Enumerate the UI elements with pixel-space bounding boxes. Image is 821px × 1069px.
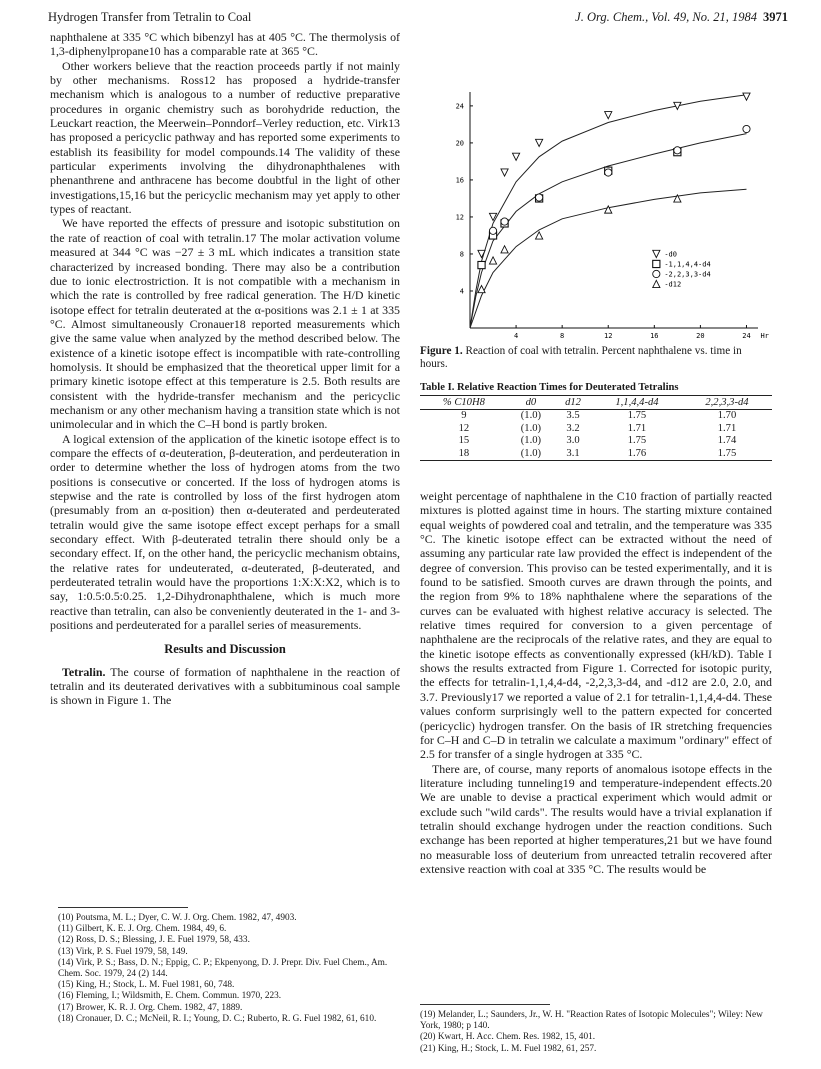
footnote-rule bbox=[420, 1004, 550, 1005]
y-tick-label: 8 bbox=[459, 250, 464, 259]
table-row bbox=[420, 435, 772, 448]
page-header bbox=[48, 10, 788, 26]
reference: (14) Virk, P. S.; Bass, D. N.; Eppig, C. P.; Ekpenyong, D. J. Prepr. Div. Fuel Chem., Am. Chem. Soc. 1979, 24 (2) 144. bbox=[58, 957, 388, 980]
legend-label: -d0 bbox=[664, 250, 677, 259]
table-body bbox=[420, 410, 772, 461]
data-point bbox=[536, 194, 543, 201]
table-cell: (1.0) bbox=[508, 448, 554, 461]
legend-marker bbox=[653, 280, 660, 287]
table-header-row bbox=[420, 396, 772, 410]
data-point bbox=[536, 232, 543, 239]
x-tick-label: 20 bbox=[696, 332, 705, 340]
data-point bbox=[674, 147, 681, 154]
runin-text: The course of formation of naphthalene in the reaction of tetralin and its deuterated derivatives with a subbituminous coal sample is shown in Figure 1. The bbox=[50, 664, 400, 708]
data-point bbox=[489, 227, 496, 234]
table-cell: 3.0 bbox=[566, 435, 580, 446]
paragraph: We have reported the effects of pressure and isotopic substitution on the rate of reaction of coal with tetralin.17 The molar activation volume measured at 344 °C was −27 ± 3 mL which indicates a transition state characterized by increased bonding. There may also be a contribution due to ionic electrostriction. It is not compatible with a mechanism in which the rate is controlled by free radical generation. The H/D kinetic isotope effect for tetralin deuterated at the α-positions was 2.1 ± 1 at 335 °C. Almost simultaneously Cronauer18 reported measurements which give the same value when analyzed by the method described below. The existence of a kinetic isotope effect is incompatible with rate-controlling homolysis. It should be emphasized that the theoretical upper limit for a primary kinetic isotope effect at this temperature is 2.5. Both results are consistent with the hydride-transfer mechanism and the pericyclic mechanism or any other mechanism having a transition state which is not unimolecular and in which the C–H bond is partly broken. bbox=[50, 216, 400, 432]
table-cell: 3.2 bbox=[566, 422, 580, 434]
reference: (19) Melander, L.; Saunders, Jr., W. H. "Reaction Rates of Isotopic Molecules"; Wiley: New York, 1980; p 140. bbox=[420, 1010, 763, 1032]
x-tick-label: 24 bbox=[742, 332, 751, 340]
table-cell: 3.1 bbox=[554, 448, 592, 461]
table-header-cell: 1,1,4,4-d4 bbox=[592, 396, 682, 410]
table-cell: 1.76 bbox=[592, 448, 682, 461]
reference: (11) Gilbert, K. E. J. Org. Chem. 1984, 49, 6. bbox=[58, 924, 227, 935]
running-title: Hydrogen Transfer from Tetralin to Coal bbox=[48, 10, 252, 24]
references-left bbox=[58, 907, 398, 1025]
table-1 bbox=[420, 382, 772, 461]
fitted-curve bbox=[470, 134, 747, 328]
data-point bbox=[478, 261, 485, 268]
table-cell: (1.0) bbox=[520, 435, 542, 446]
data-point bbox=[512, 153, 519, 160]
data-table bbox=[420, 395, 772, 461]
section-heading: Results and Discussion bbox=[164, 642, 286, 657]
table-cell: 9 bbox=[461, 410, 467, 421]
table-cell: 18 bbox=[420, 448, 508, 461]
paragraph: A logical extension of the application of the kinetic isotope effect is to compare the effects of α-deuteration, β-deuteration, and perdeuteration in order to determine whether the loss of hydrogen atoms from the two positions is consecutive or concerted. If the loss of hydrogen atoms is stepwise and the rate is controlled by loss of the first hydrogen atom (presumably from an α-position) then α-deuterated and perdeuterated tetralin would give the same isotope effect except perhaps for a small secondary effect. With β-deuterated tetralin there should only be a secondary effect. If, on the other hand, the pericyclic mechanism obtains, the relative rates for undeuterated, α-deuterated, β-deuterated, and perdeuterated tetralin would have the proportions 1:X:X:X2, which is to say, 1:0.5:0.5:0.25. 1,2-Dihydronaphthalene, which is much more reactive than tetralin, can also be conveniently deuterated in the 1- and 3-positions and perdeuterated for a parallel series of measurements. bbox=[50, 431, 400, 633]
table-cell: (1.0) bbox=[520, 410, 542, 421]
y-tick-label: 16 bbox=[455, 176, 464, 185]
x-tick-label: 8 bbox=[560, 332, 565, 340]
table-cell: 1.74 bbox=[717, 435, 737, 446]
reference: (13) Virk, P. S. Fuel 1979, 58, 149. bbox=[58, 946, 188, 957]
table-row bbox=[420, 448, 772, 461]
table-cell: 1.71 bbox=[627, 422, 647, 434]
chart-axes bbox=[456, 92, 769, 340]
paragraph: weight percentage of naphthalene in the C10 fraction of partially reacted mixtures is plotted against time in hours. The starting mixture contained equal weights of powdered coal and tetralin, and the temperature was 335 °C. The kinetic isotope effect can be extracted without the need of assuming any particular rate law provided the effect is independent of the degree of conversion. This proviso can be tested experimentally, and it is found to be satisfied. Smooth curves are drawn through the points, and the region from 9% to 18% naphthalene where the separations of the curves can be evaluated with highest relative accuracy is selected. The relative times required for conversion to a given percentage of naphthalene are the reciprocals of the relative rates, and they are equal to the kinetic isotope effects as conventionally expressed (kH/kD). Table I shows the results extracted from Figure 1. Corrected for isotopic purity, the effects for tetralin-1,1,4,4-d4, -2,2,3,3-d4, and -d12 are 2.0, 2.0, and 3.7. Previously17 we reported a value of 2.1 for tetralin-1,1,4,4-d4. These values conform surprisingly well to the pattern expected for concerted (pericyclic) hydrogen transfer. On the basis of IR stretching frequencies for C–H and C–D in tetralin we calculate a maximum "ordinary" effect of 2.5 for transfer of a single hydrogen at 335 °C. bbox=[420, 489, 772, 762]
table-cell: 1.71 bbox=[717, 422, 737, 434]
data-point bbox=[605, 112, 612, 119]
reference: (10) Poutsma, M. L.; Dyer, C. W. J. Org. Chem. 1982, 47, 4903. bbox=[58, 913, 297, 923]
paragraph: Other workers believe that the reaction proceeds partly if not mainly by other mechanisms. Ross12 has proposed a hydride-transfer mechanism which is analogous to a number of reductive preparative procedures in organic chemistry such as borohydride reduction, the Leuckart reaction, the Meerwein–Ponndorf–Verley reduction, etc. Virk13 has proposed a pericyclic pathway and has reported some experiments to establish its feasibility for model compounds.14 The validity of these particular experiments involving the dihydronaphthalenes with phenanthrene and anthracene has become doubtful in the light of other investigations,15,16 but the pericyclic mechanism may yet apply to other types of reactant. bbox=[50, 58, 400, 217]
y-tick-label: 24 bbox=[455, 102, 464, 111]
data-point bbox=[478, 286, 485, 293]
legend-label: -2,2,3,3-d4 bbox=[664, 270, 711, 279]
data-point bbox=[489, 257, 496, 264]
reference: (21) King, H.; Stock, L. M. Fuel 1982, 61, 257. bbox=[420, 1043, 597, 1054]
right-column bbox=[420, 489, 772, 876]
table-row bbox=[420, 423, 772, 436]
figure-caption-text: Reaction of coal with tetralin. Percent naphthalene vs. time in hours. bbox=[420, 345, 742, 370]
left-column bbox=[50, 30, 400, 708]
page-number: 3971 bbox=[763, 10, 788, 24]
paragraph: There are, of course, many reports of anomalous isotope effects in the literature including tunneling19 and temperature-independent effects.20 We are unable to devise a practical experiment which would admit or exclude such "wild cards". The results would have a trivial explanation if tetralin should exchange hydrogen under the reaction conditions. Such exchange has been reported at higher temperatures,21 but we have found no measurable loss of deuterium from unreacted tetralin recovered after extensive reaction with coal at 335 °C. The results would be bbox=[420, 761, 772, 876]
footnote-rule bbox=[58, 907, 188, 908]
x-tick-label: 4 bbox=[513, 332, 519, 340]
paragraph: naphthalene at 335 °C which bibenzyl has at 405 °C. The thermolysis of 1,3-diphenylpropane10 has a comparable rate at 365 °C. bbox=[50, 30, 400, 59]
legend-marker bbox=[653, 250, 660, 257]
table-cell: 1.75 bbox=[627, 435, 647, 446]
paragraph-tetralin bbox=[50, 665, 400, 708]
table-header-cell: d12 bbox=[554, 396, 592, 410]
references-right bbox=[420, 1004, 772, 1055]
reference: (17) Brower, K. R. J. Org. Chem. 1982, 47, 1889. bbox=[58, 1002, 243, 1013]
table-header-cell: 2,2,3,3-d4 bbox=[682, 396, 772, 410]
legend-label: -1,1,4,4-d4 bbox=[664, 260, 711, 269]
figure-caption bbox=[420, 345, 772, 371]
runin-heading: Tetralin. bbox=[62, 664, 106, 679]
data-point bbox=[743, 93, 750, 100]
reference: (12) Ross, D. S.; Blessing, J. E. Fuel 1979, 58, 433. bbox=[58, 935, 250, 946]
journal-name: J. Org. Chem., Vol. 49, No. 21, 1984 bbox=[575, 10, 757, 24]
table-header-cell: d0 bbox=[508, 396, 554, 410]
chart-legend bbox=[653, 250, 711, 288]
data-point bbox=[501, 218, 508, 225]
journal-citation bbox=[575, 10, 788, 25]
reference: (18) Cronauer, D. C.; McNeil, R. I.; Young, D. C.; Ruberto, R. G. Fuel 1982, 61, 610. bbox=[58, 1013, 377, 1024]
table-cell: 1.70 bbox=[717, 410, 737, 421]
table-cell: (1.0) bbox=[520, 422, 542, 434]
reference: (15) King, H.; Stock, L. M. Fuel 1981, 60, 748. bbox=[58, 980, 235, 991]
y-tick-label: 12 bbox=[455, 213, 464, 222]
reference: (20) Kwart, H. Acc. Chem. Res. 1982, 15, 401. bbox=[420, 1032, 596, 1043]
data-point bbox=[536, 139, 543, 146]
table-cell: 1.75 bbox=[682, 448, 772, 461]
table-cell: 15 bbox=[458, 435, 470, 446]
y-tick-label: 20 bbox=[455, 139, 464, 148]
table-cell: 1.75 bbox=[627, 410, 647, 421]
table-row bbox=[420, 410, 772, 423]
table-cell: 3.5 bbox=[566, 410, 580, 421]
figure-label: Figure 1. bbox=[420, 345, 463, 357]
x-axis-label: Hr bbox=[760, 332, 769, 340]
data-point bbox=[501, 169, 508, 176]
table-caption: Table I. Relative Reaction Times for Deuterated Tetralins bbox=[420, 382, 679, 393]
data-point bbox=[501, 246, 508, 253]
data-point bbox=[605, 169, 612, 176]
table-header-cell: % C10H8 bbox=[420, 396, 508, 410]
legend-marker bbox=[653, 270, 660, 277]
x-tick-label: 12 bbox=[604, 332, 613, 340]
table-cell: 12 bbox=[458, 422, 470, 434]
reference: (16) Fleming, I.; Wildsmith, E. Chem. Commun. 1970, 223. bbox=[58, 991, 282, 1002]
data-point bbox=[743, 125, 750, 132]
legend-marker bbox=[653, 260, 660, 267]
legend-label: -d12 bbox=[664, 280, 682, 289]
y-tick-label: 4 bbox=[459, 287, 464, 296]
x-tick-label: 16 bbox=[650, 332, 659, 340]
figure-1-chart bbox=[440, 80, 770, 342]
